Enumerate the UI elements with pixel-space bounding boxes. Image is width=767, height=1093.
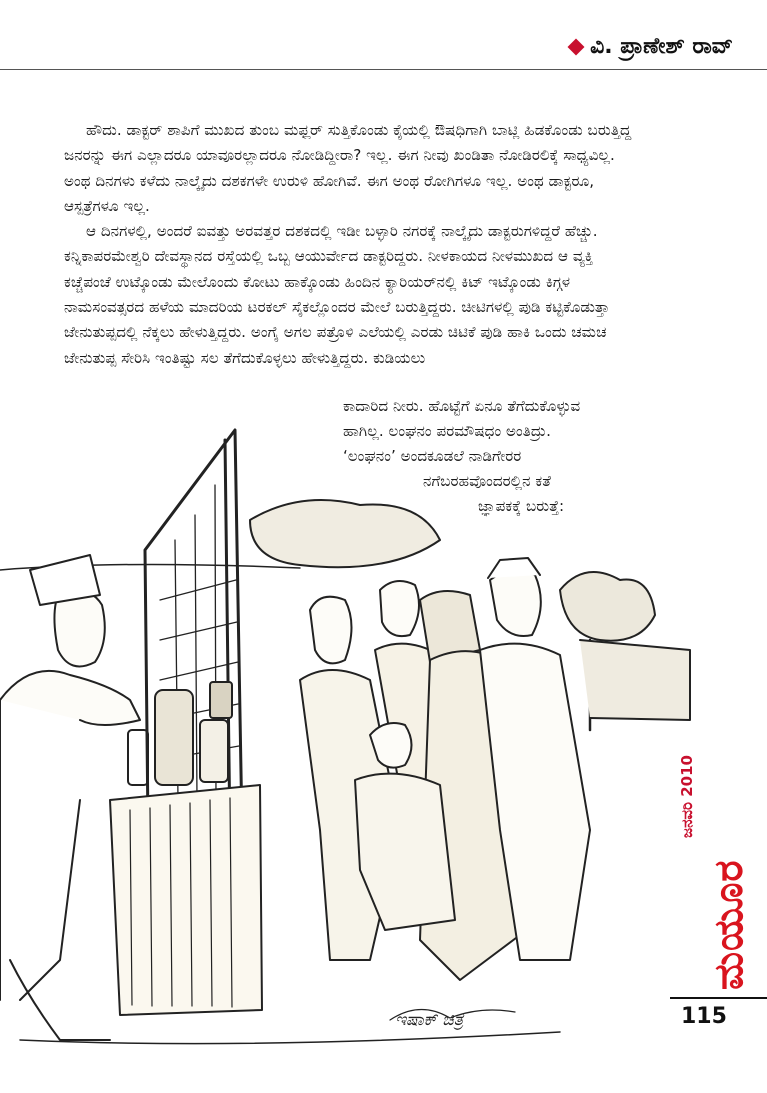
text-line: ನಗೆಬರಹವೊಂದರಲ್ಲಿನ ಕತೆ: [423, 472, 551, 490]
page-header: [0, 0, 767, 70]
issue-date: ಜನವರಿ 2010: [678, 755, 696, 838]
footer-divider: [670, 997, 767, 999]
paragraph-1: ಹೌದು. ಡಾಕ್ಟರ್ ಶಾಪಿಗೆ ಮುಖದ ತುಂಬ ಮಫ್ಲರ್ ಸುತ್ತಿಕೊಂಡು ಕೈಯಲ್ಲಿ ಔಷಧಿಗಾಗಿ ಬಾಟ್ಲಿ ಹಿಡಕೊಂಡು ಬರುತ್ತಿದ್ದ ಜನರನ್ನು ಈಗ ಎಲ್ಲಾದರೂ ಯಾವೂರಲ್ಲಾದರೂ ನೋಡಿದ್ದೀರಾ? ಇಲ್ಲ. ಈಗ ನೀವು ಖಂಡಿತಾ ನೋಡಿರಲಿಕ್ಕೆ ಸಾಧ್ಯವಿಲ್ಲ. ಅಂಥ ದಿನಗಳು ಕಳೆದು ನಾಲ್ಕೈದು ದಶಕಗಳೇ ಉರುಳಿ ಹೋಗಿವೆ. ಈಗ ಅಂಥ ರೋಗಿಗಳೂ ಇಲ್ಲ. ಅಂಥ ಡಾಕ್ಟರೂ, ಆಸ್ಪತ್ರೆಗಳೂ ಇಲ್ಲ.: [64, 121, 632, 215]
article-body: [64, 118, 639, 371]
text-line: ಹಾಗಿಲ್ಲ. ಲಂಘನಂ ಪರಮೌಷಧಂ ಅಂತಿದ್ರು.: [343, 422, 551, 440]
paragraph-2: ಆ ದಿನಗಳಲ್ಲಿ, ಅಂದರೆ ಐವತ್ತು ಅರವತ್ತರ ದಶಕದಲ್ಲಿ ಇಡೀ ಬಳ್ಳಾರಿ ನಗರಕ್ಕೆ ನಾಲ್ಕೈದು ಡಾಕ್ಟರುಗಳಿದ್ದರೆ ಹೆಚ್ಚು. ಕನ್ನಿಕಾಪರಮೇಶ್ವರಿ ದೇವಸ್ಥಾನದ ರಸ್ತೆಯಲ್ಲಿ ಒಬ್ಬ ಆಯುರ್ವೇದ ಡಾಕ್ಟರಿದ್ದರು. ನೀಳಕಾಯದ ನೀಳಮುಖದ ಆ ವ್ಯಕ್ತಿ ಕಚ್ಚೆಪಂಚೆ ಉಟ್ಕೊಂಡು ಮೇಲೊಂದು ಕೋಟು ಹಾಕ್ಕೊಂಡು ಹಿಂದಿನ ಕ್ಯಾರಿಯರ್‌ನಲ್ಲಿ ಕಿಟ್ ಇಟ್ಕೊಂಡು ಕಿಗ್ಗಳ ನಾಮಸಂವತ್ಸರದ ಹಳೆಯ ಮಾದರಿಯ ಟರಕಲ್ ಸೈಕಲ್ಲೊಂದರ ಮೇಲೆ ಬರುತ್ತಿದ್ದರು. ಚೀಟಿಗಳಲ್ಲಿ ಪುಡಿ ಕಟ್ಟಿಕೊಡುತ್ತಾ ಜೇನುತುಪ್ಪದಲ್ಲಿ ನೆಕ್ಕಲು ಹೇಳುತ್ತಿದ್ದರು. ಅಂಗೈ ಅಗಲ ಪತ್ರೊಳಿ ಎಲೆಯಲ್ಲಿ ಎರಡು ಚಿಟಿಕೆ ಪುಡಿ ಹಾಕಿ ಒಂದು ಚಮಚ ಜೇನುತುಪ್ಪ ಸೇರಿಸಿ ಇಂತಿಷ್ಟು ಸಲ ತೆಗೆದುಕೊಳ್ಳಲು ಹೇಳುತ್ತಿದ್ದರು. ಕುಡಿಯಲು: [64, 222, 610, 367]
author-byline: [570, 34, 733, 59]
diamond-bullet-icon: [568, 38, 585, 55]
magazine-title: ಮಯೂರ: [706, 859, 752, 990]
author-name: ವಿ. ಪ್ರಾಣೇಶ್ ರಾವ್: [590, 34, 733, 59]
page-number: 115: [681, 1004, 727, 1029]
text-line: ‘ಲಂಘನಂ’ ಅಂದಕೂಡಲೆ ನಾಡಿಗೇರರ: [343, 447, 522, 465]
cartoon-illustration: [0, 400, 700, 1060]
text-line: ಜ್ಞಾಪಕಕ್ಕೆ ಬರುತ್ತೆ:: [478, 497, 565, 515]
header-divider: [0, 69, 767, 70]
illustrator-signature: ಇಷಾಕ್ ಚಿತ್ರ: [395, 1010, 464, 1030]
text-line: ಕಾದಾರಿದ ನೀರು. ಹೊಟ್ಟೆಗೆ ಏನೂ ತೆಗೆದುಕೊಳ್ಳುವ: [343, 397, 581, 415]
